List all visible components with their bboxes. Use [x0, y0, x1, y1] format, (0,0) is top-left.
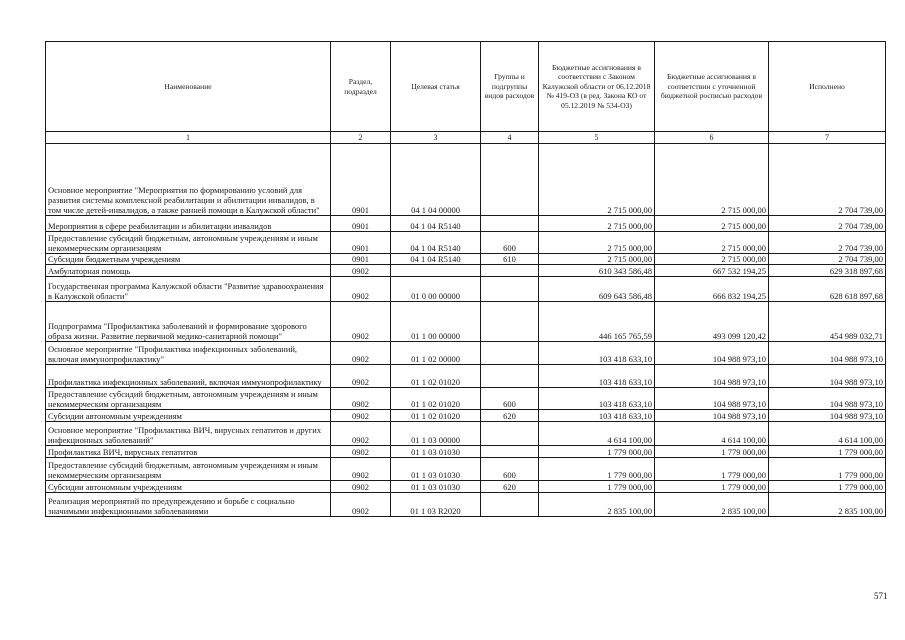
colnum-4: 4	[481, 132, 539, 144]
row-name: Основное мероприятие "Профилактика ВИЧ, вирусных гепатитов и других инфекционных заболеваний"	[46, 422, 331, 446]
row-law-amount: 1 779 000,00	[539, 458, 655, 481]
row-target: 01 1 03 00000	[391, 422, 481, 446]
row-group: 600	[481, 388, 539, 410]
row-section: 0902	[331, 388, 391, 410]
row-plan-amount: 2 715 000,00	[655, 144, 769, 216]
row-target: 01 1 00 00000	[391, 302, 481, 342]
table-row	[46, 232, 886, 254]
row-target: 01 1 03 R2020	[391, 493, 481, 517]
row-plan-amount: 2 715 000,00	[655, 216, 769, 232]
row-group	[481, 342, 539, 365]
row-section: 0901	[331, 254, 391, 265]
row-done-amount: 1 779 000,00	[769, 446, 886, 458]
row-plan-amount: 1 779 000,00	[655, 446, 769, 458]
row-target: 01 1 03 01030	[391, 481, 481, 493]
row-done-amount: 104 988 973,10	[769, 365, 886, 388]
colnum-6: 6	[655, 132, 769, 144]
row-law-amount: 2 715 000,00	[539, 216, 655, 232]
row-law-amount: 103 418 633,10	[539, 342, 655, 365]
row-done-amount: 2 835 100,00	[769, 493, 886, 517]
row-target: 01 0 00 00000	[391, 277, 481, 302]
row-done-amount: 628 618 897,68	[769, 277, 886, 302]
page-number: 571	[874, 591, 888, 601]
row-group	[481, 302, 539, 342]
row-done-amount: 4 614 100,00	[769, 422, 886, 446]
row-group	[481, 493, 539, 517]
row-section: 0902	[331, 458, 391, 481]
row-section: 0902	[331, 481, 391, 493]
row-name: Субсидии автономным учреждениям	[46, 410, 331, 422]
row-name: Профилактика инфекционных заболеваний, включая иммунопрофилактику	[46, 365, 331, 388]
row-group: 620	[481, 410, 539, 422]
row-target: 01 1 02 01020	[391, 410, 481, 422]
row-done-amount: 2 704 739,00	[769, 254, 886, 265]
table-row	[46, 446, 886, 458]
row-section: 0902	[331, 410, 391, 422]
header-row	[46, 42, 886, 132]
row-law-amount: 103 418 633,10	[539, 388, 655, 410]
row-section: 0901	[331, 232, 391, 254]
row-plan-amount: 1 779 000,00	[655, 458, 769, 481]
row-section: 0902	[331, 365, 391, 388]
row-plan-amount: 104 988 973,10	[655, 410, 769, 422]
row-plan-amount: 667 532 194,25	[655, 265, 769, 277]
header-group: Группы и подгруппы видов расходов	[481, 42, 539, 132]
row-law-amount: 103 418 633,10	[539, 365, 655, 388]
row-group	[481, 365, 539, 388]
row-plan-amount: 493 099 120,42	[655, 302, 769, 342]
row-done-amount: 104 988 973,10	[769, 342, 886, 365]
colnum-5: 5	[539, 132, 655, 144]
table-row	[46, 422, 886, 446]
row-section: 0902	[331, 342, 391, 365]
row-group	[481, 277, 539, 302]
row-section: 0902	[331, 493, 391, 517]
table-row	[46, 254, 886, 265]
row-name: Основное мероприятие "Мероприятия по формированию условий для развития системы комплексной реабилитации и абилитации инвалидов, в том числе детей-инвалидов, а также ранней помощи в Калужской области"	[46, 144, 331, 216]
row-law-amount: 446 165 765,59	[539, 302, 655, 342]
row-plan-amount: 104 988 973,10	[655, 388, 769, 410]
colnum-2: 2	[331, 132, 391, 144]
colnum-1: 1	[46, 132, 331, 144]
row-target: 01 1 02 01020	[391, 365, 481, 388]
row-done-amount: 454 989 032,71	[769, 302, 886, 342]
table-row	[46, 388, 886, 410]
table-row	[46, 216, 886, 232]
row-law-amount: 4 614 100,00	[539, 422, 655, 446]
row-target: 01 1 02 01020	[391, 388, 481, 410]
row-done-amount: 1 779 000,00	[769, 458, 886, 481]
colnum-3: 3	[391, 132, 481, 144]
row-group: 600	[481, 232, 539, 254]
table-body	[46, 144, 886, 517]
header-done: Исполнено	[769, 42, 886, 132]
row-target: 04 1 04 R5140	[391, 216, 481, 232]
row-group: 620	[481, 481, 539, 493]
row-target: 04 1 04 00000	[391, 144, 481, 216]
row-law-amount: 1 779 000,00	[539, 481, 655, 493]
table-row	[46, 302, 886, 342]
row-group	[481, 144, 539, 216]
row-name: Реализация мероприятий по предупреждению и борьбе с социально значимыми инфекционными заболеваниями	[46, 493, 331, 517]
row-name: Профилактика ВИЧ, вирусных гепатитов	[46, 446, 331, 458]
row-group: 610	[481, 254, 539, 265]
row-section: 0901	[331, 216, 391, 232]
row-plan-amount: 4 614 100,00	[655, 422, 769, 446]
row-law-amount: 610 343 586,48	[539, 265, 655, 277]
row-plan-amount: 1 779 000,00	[655, 481, 769, 493]
row-plan-amount: 2 715 000,00	[655, 232, 769, 254]
row-law-amount: 103 418 633,10	[539, 410, 655, 422]
row-name: Субсидии бюджетным учреждениям	[46, 254, 331, 265]
row-section: 0902	[331, 277, 391, 302]
row-law-amount: 609 643 586,48	[539, 277, 655, 302]
row-group	[481, 265, 539, 277]
row-done-amount: 629 318 897,68	[769, 265, 886, 277]
row-target	[391, 265, 481, 277]
row-target: 01 1 03 01030	[391, 446, 481, 458]
row-name: Предоставление субсидий бюджетным, автономным учреждениям и иным некоммерческим организациям	[46, 232, 331, 254]
row-name: Основное мероприятие "Профилактика инфекционных заболеваний, включая иммунопрофилактику"	[46, 342, 331, 365]
table-row	[46, 410, 886, 422]
column-number-row	[46, 132, 886, 144]
row-name: Предоставление субсидий бюджетным, автономным учреждениям и иным некоммерческим организациям	[46, 388, 331, 410]
table-row	[46, 265, 886, 277]
row-done-amount: 1 779 000,00	[769, 481, 886, 493]
table-row	[46, 365, 886, 388]
row-law-amount: 2 715 000,00	[539, 254, 655, 265]
row-section: 0902	[331, 446, 391, 458]
row-target: 01 1 02 00000	[391, 342, 481, 365]
row-name: Подпрограмма "Профилактика заболеваний и формирование здорового образа жизни. Развитие первичной медико-санитарной помощи"	[46, 302, 331, 342]
row-group	[481, 216, 539, 232]
row-section: 0902	[331, 302, 391, 342]
budget-table	[45, 41, 886, 517]
row-plan-amount: 666 832 194,25	[655, 277, 769, 302]
header-target: Целевая статья	[391, 42, 481, 132]
header-plan: Бюджетные ассигнования в соответствии с уточненной бюджетной росписью расходов	[655, 42, 769, 132]
header-law: Бюджетные ассигнования в соответствии с Законом Калужской области от 06.12.2018 № 419-ОЗ (в ред. Закона КО от 05.12.2019 № 534-ОЗ)	[539, 42, 655, 132]
row-plan-amount: 2 715 000,00	[655, 254, 769, 265]
row-done-amount: 104 988 973,10	[769, 410, 886, 422]
row-group	[481, 446, 539, 458]
table-row	[46, 481, 886, 493]
row-done-amount: 2 704 739,00	[769, 216, 886, 232]
table-row	[46, 144, 886, 216]
table-row	[46, 458, 886, 481]
row-plan-amount: 2 835 100,00	[655, 493, 769, 517]
row-section: 0902	[331, 265, 391, 277]
row-plan-amount: 104 988 973,10	[655, 342, 769, 365]
row-law-amount: 1 779 000,00	[539, 446, 655, 458]
row-law-amount: 2 715 000,00	[539, 144, 655, 216]
header-section: Раздел, подраздел	[331, 42, 391, 132]
row-name: Предоставление субсидий бюджетным, автономным учреждениям и иным некоммерческим организациям	[46, 458, 331, 481]
row-name: Амбулаторная помощь	[46, 265, 331, 277]
row-target: 04 1 04 R5140	[391, 232, 481, 254]
row-done-amount: 2 704 739,00	[769, 232, 886, 254]
row-law-amount: 2 835 100,00	[539, 493, 655, 517]
row-plan-amount: 104 988 973,10	[655, 365, 769, 388]
row-name: Субсидии автономным учреждениям	[46, 481, 331, 493]
row-done-amount: 104 988 973,10	[769, 388, 886, 410]
row-target: 04 1 04 R5140	[391, 254, 481, 265]
row-done-amount: 2 704 739,00	[769, 144, 886, 216]
row-section: 0901	[331, 144, 391, 216]
row-target: 01 1 03 01030	[391, 458, 481, 481]
table-row	[46, 277, 886, 302]
header-name: Наименование	[46, 42, 331, 132]
table-row	[46, 342, 886, 365]
row-name: Мероприятия в сфере реабилитации и абилитации инвалидов	[46, 216, 331, 232]
row-group	[481, 422, 539, 446]
row-group: 600	[481, 458, 539, 481]
row-name: Государственная программа Калужской области "Развитие здравоохранения в Калужской области"	[46, 277, 331, 302]
table-row	[46, 493, 886, 517]
colnum-7: 7	[769, 132, 886, 144]
row-section: 0902	[331, 422, 391, 446]
row-law-amount: 2 715 000,00	[539, 232, 655, 254]
